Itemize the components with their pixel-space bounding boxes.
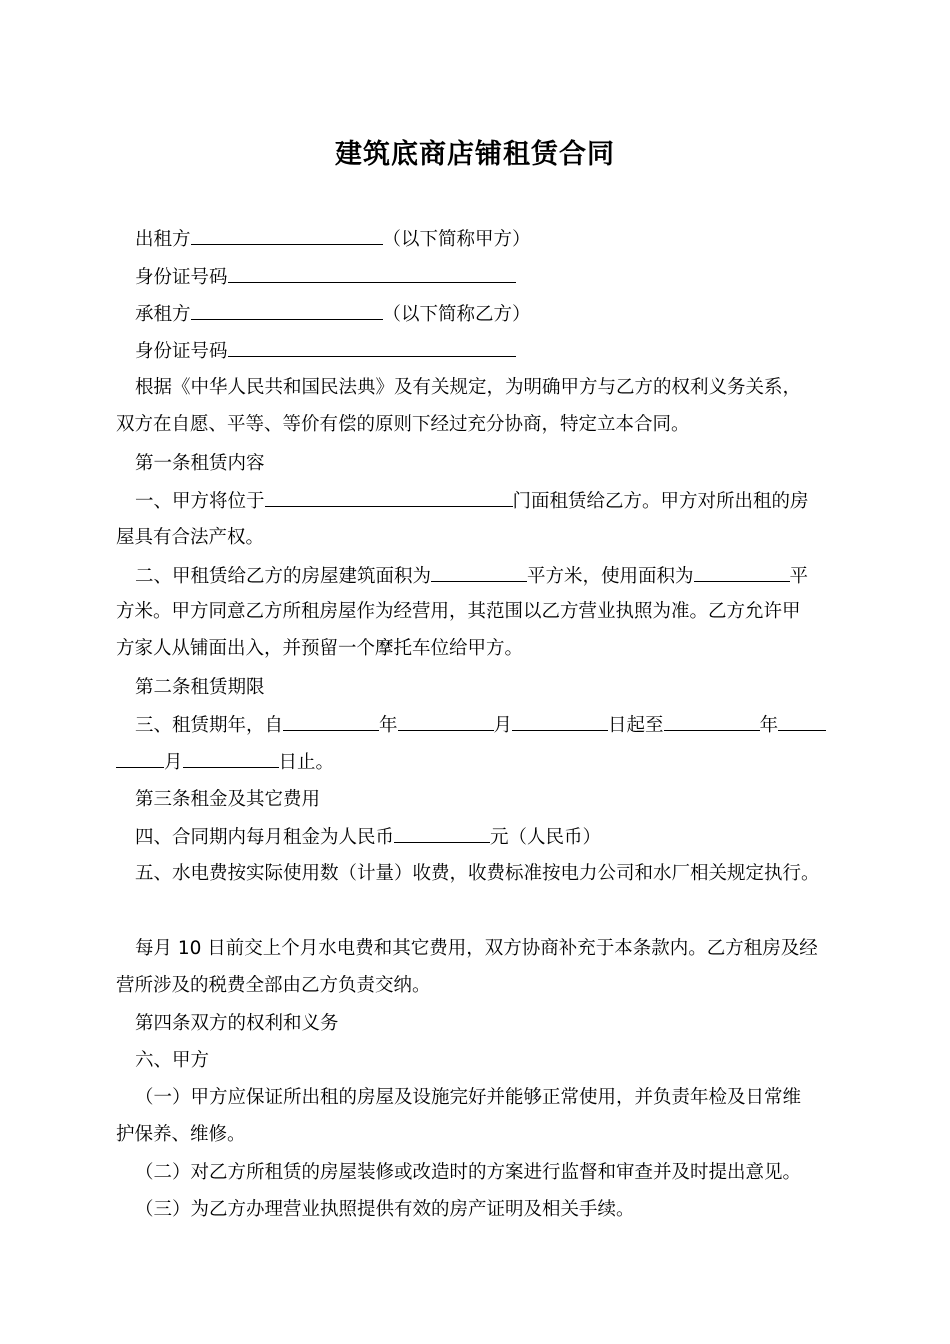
clause-5-line: 五、水电费按实际使用数（计量）收费，收费标准按电力公司和水厂相关规定执行。 bbox=[135, 863, 820, 884]
lessee-id-line bbox=[135, 338, 516, 365]
lessee-line bbox=[135, 301, 531, 328]
clause-1-text-a: 一、甲方将位于 bbox=[135, 491, 265, 512]
intro-paragraph-line-1: 根据《中华人民共和国民法典》及有关规定，为明确甲方与乙方的权利义务关系， bbox=[135, 377, 802, 398]
monthly-rent-blank bbox=[394, 824, 490, 843]
clause-3-line-1 bbox=[135, 712, 826, 739]
start-day-blank bbox=[512, 712, 608, 731]
clause-2-text-b: 平方米，使用面积为 bbox=[527, 566, 694, 587]
clause-1-text-b: 门面租赁给乙方。甲方对所出租的房 bbox=[512, 491, 809, 512]
end-month-blank-part-2 bbox=[116, 749, 164, 768]
clause-4-line bbox=[135, 824, 601, 851]
clause-5b-line-2: 营所涉及的税费全部由乙方负责交纳。 bbox=[116, 975, 431, 996]
clause-3-text-a: 三、租赁期年，自 bbox=[135, 715, 284, 736]
clause-5b-line-1: 每月 10 日前交上个月水电费和其它费用，双方协商补充于本条款内。乙方租房及经 bbox=[135, 938, 818, 959]
clause-4-text-b: 元（人民币） bbox=[490, 827, 602, 848]
lessor-suffix: （以下简称甲方） bbox=[382, 229, 531, 250]
lessor-line bbox=[135, 226, 531, 253]
location-blank bbox=[265, 488, 513, 507]
article-3-heading: 第三条租金及其它费用 bbox=[135, 789, 321, 810]
start-year-blank bbox=[283, 712, 379, 731]
lessor-label: 出租方 bbox=[135, 229, 191, 250]
clause-2-line-1 bbox=[135, 563, 808, 590]
end-year-blank bbox=[664, 712, 760, 731]
article-2-heading: 第二条租赁期限 bbox=[135, 677, 265, 698]
end-month-blank-part-1 bbox=[778, 712, 826, 731]
clause-1-line-2: 屋具有合法产权。 bbox=[116, 527, 265, 548]
clause-3-line-2 bbox=[116, 749, 334, 776]
lessor-id-blank bbox=[228, 264, 516, 283]
clause-2-line-3: 方家人从铺面出入，并预留一个摩托车位给甲方。 bbox=[116, 638, 524, 659]
clause-6-heading: 六、甲方 bbox=[135, 1050, 210, 1071]
clause-4-text-a: 四、合同期内每月租金为人民币 bbox=[135, 827, 395, 848]
clause-2-text-a: 二、甲租赁给乙方的房屋建筑面积为 bbox=[135, 566, 432, 587]
usable-area-blank bbox=[694, 563, 790, 582]
unit-month: 月 bbox=[493, 715, 513, 736]
clause-6-1-line-2: 护保养、维修。 bbox=[116, 1124, 246, 1145]
clause-6-3-line: （三）为乙方办理营业执照提供有效的房产证明及相关手续。 bbox=[135, 1199, 635, 1220]
article-4-heading: 第四条双方的权利和义务 bbox=[135, 1013, 339, 1034]
lessee-suffix: （以下简称乙方） bbox=[382, 304, 531, 325]
id-label: 身份证号码 bbox=[135, 267, 228, 288]
document-title: 建筑底商店铺租赁合同 bbox=[335, 139, 615, 170]
lessee-id-blank bbox=[228, 338, 516, 357]
clause-6-1-line-1: （一）甲方应保证所出租的房屋及设施完好并能够正常使用，并负责年检及日常维 bbox=[135, 1087, 802, 1108]
building-area-blank bbox=[431, 563, 527, 582]
lessor-id-line bbox=[135, 264, 516, 291]
clause-1-line-1 bbox=[135, 488, 809, 515]
id-label: 身份证号码 bbox=[135, 341, 228, 362]
clause-3-text-end: 日止。 bbox=[278, 752, 335, 773]
start-month-blank bbox=[398, 712, 494, 731]
unit-year: 年 bbox=[759, 715, 779, 736]
lessee-label: 承租方 bbox=[135, 304, 191, 325]
clause-2-text-c: 平 bbox=[789, 566, 809, 587]
lessor-name-blank bbox=[191, 226, 383, 245]
clause-6-2-line: （二）对乙方所租赁的房屋装修或改造时的方案进行监督和审查并及时提出意见。 bbox=[135, 1162, 802, 1183]
end-day-blank bbox=[183, 749, 279, 768]
clause-3-text-from: 日起至 bbox=[608, 715, 664, 736]
unit-year: 年 bbox=[379, 715, 398, 736]
clause-2-line-2: 方米。甲方同意乙方所租房屋作为经营用，其范围以乙方营业执照为准。乙方允许甲 bbox=[116, 601, 801, 622]
unit-month: 月 bbox=[164, 752, 183, 773]
intro-paragraph-line-2: 双方在自愿、平等、等价有偿的原则下经过充分协商，特定立本合同。 bbox=[116, 414, 690, 435]
article-1-heading: 第一条租赁内容 bbox=[135, 453, 265, 474]
lessee-name-blank bbox=[191, 301, 383, 320]
